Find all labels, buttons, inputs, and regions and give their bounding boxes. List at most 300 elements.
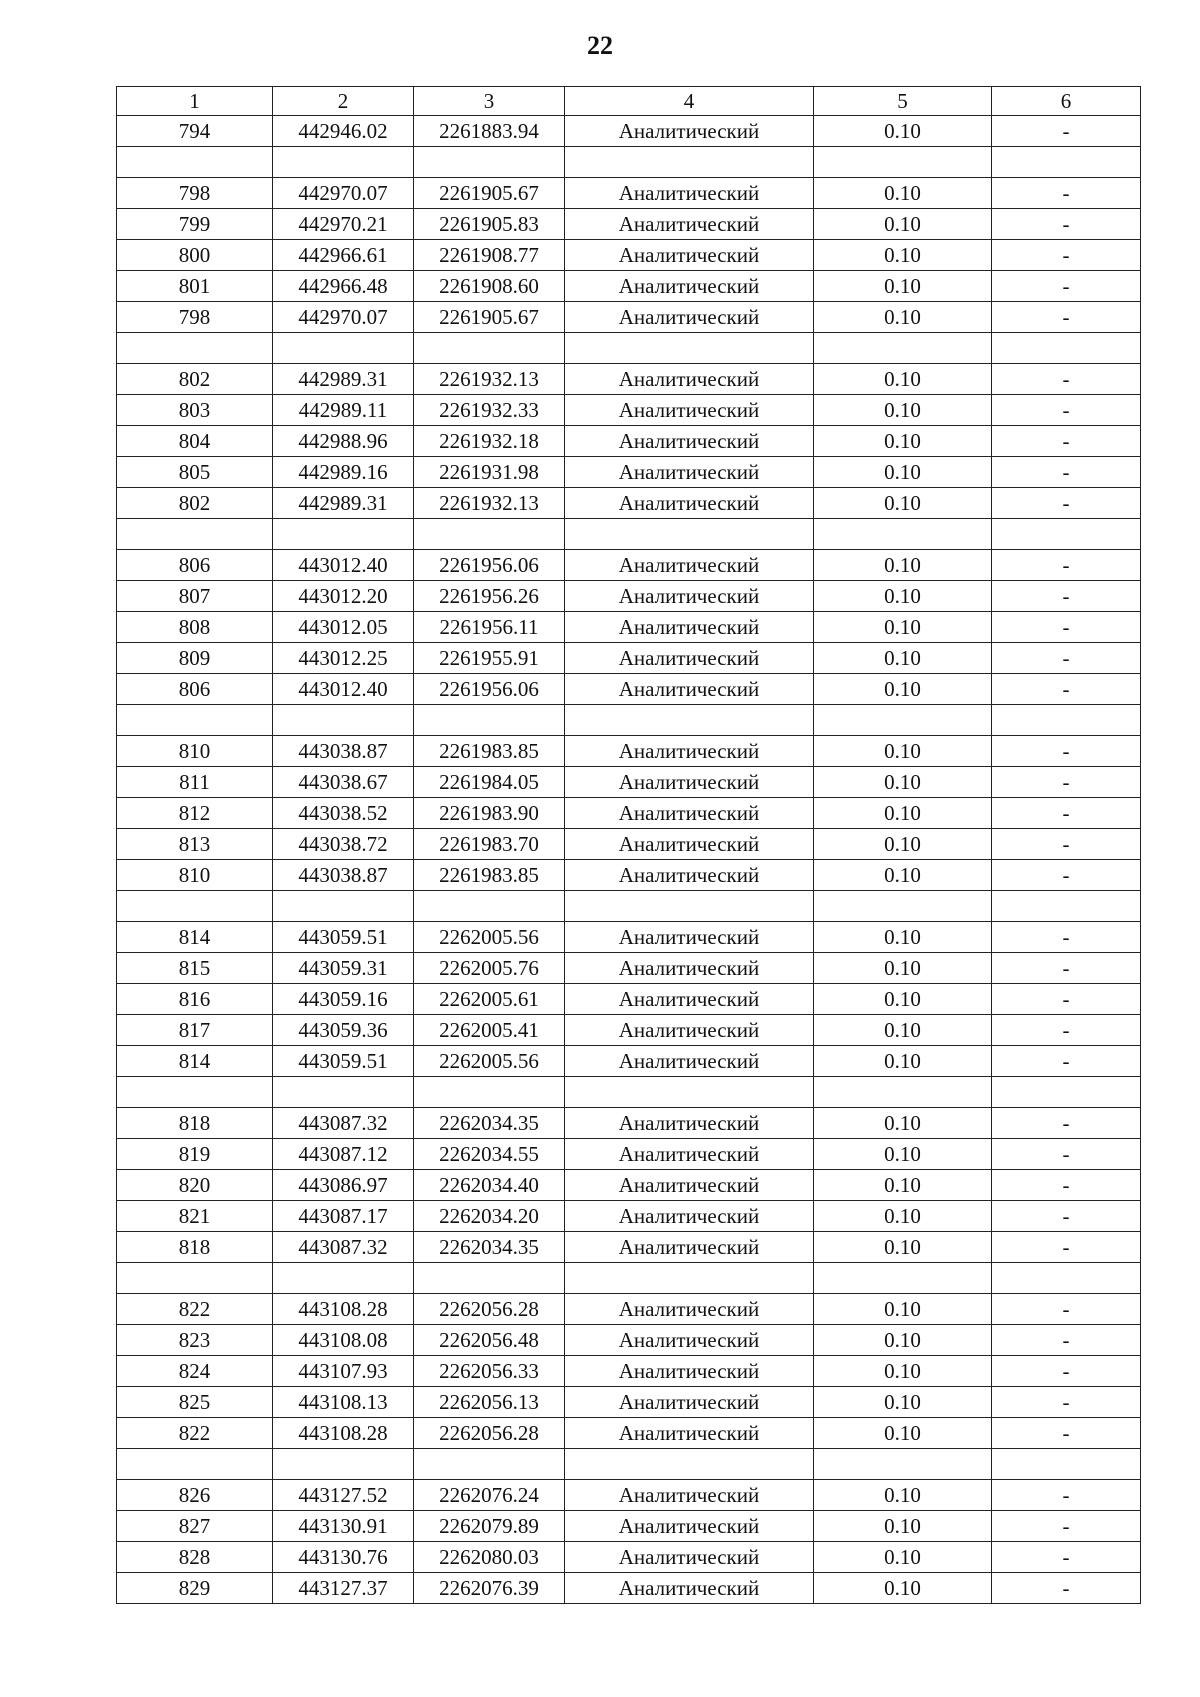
method-cell: Аналитический <box>565 1387 814 1418</box>
method-cell: Аналитический <box>565 1015 814 1046</box>
description-cell <box>992 147 1141 178</box>
x-coordinate-cell: 443059.36 <box>273 1015 414 1046</box>
method-cell: Аналитический <box>565 1511 814 1542</box>
accuracy-cell: 0.10 <box>814 271 992 302</box>
point-number-cell: 817 <box>117 1015 273 1046</box>
accuracy-cell: 0.10 <box>814 798 992 829</box>
description-cell: - <box>992 1108 1141 1139</box>
description-cell: - <box>992 736 1141 767</box>
x-coordinate-cell: 443038.87 <box>273 736 414 767</box>
y-coordinate-cell: 2261984.05 <box>414 767 565 798</box>
table-row <box>117 1139 1141 1170</box>
accuracy-cell: 0.10 <box>814 1511 992 1542</box>
method-cell: Аналитический <box>565 674 814 705</box>
method-cell <box>565 1449 814 1480</box>
point-number-cell <box>117 1449 273 1480</box>
description-cell: - <box>992 984 1141 1015</box>
x-coordinate-cell: 442946.02 <box>273 116 414 147</box>
description-cell: - <box>992 922 1141 953</box>
accuracy-cell: 0.10 <box>814 178 992 209</box>
point-number-cell: 819 <box>117 1139 273 1170</box>
accuracy-cell: 0.10 <box>814 984 992 1015</box>
table-row <box>117 1015 1141 1046</box>
description-cell <box>992 1077 1141 1108</box>
table-row <box>117 1356 1141 1387</box>
method-cell: Аналитический <box>565 550 814 581</box>
point-number-cell: 799 <box>117 209 273 240</box>
method-cell <box>565 333 814 364</box>
accuracy-cell: 0.10 <box>814 1542 992 1573</box>
point-number-cell: 812 <box>117 798 273 829</box>
accuracy-cell: 0.10 <box>814 116 992 147</box>
y-coordinate-cell: 2261955.91 <box>414 643 565 674</box>
table-row <box>117 953 1141 984</box>
y-coordinate-cell: 2261983.90 <box>414 798 565 829</box>
description-cell: - <box>992 1542 1141 1573</box>
point-number-cell: 815 <box>117 953 273 984</box>
point-number-cell: 808 <box>117 612 273 643</box>
y-coordinate-cell <box>414 519 565 550</box>
accuracy-cell: 0.10 <box>814 240 992 271</box>
x-coordinate-cell: 443108.28 <box>273 1418 414 1449</box>
x-coordinate-cell: 443059.16 <box>273 984 414 1015</box>
accuracy-cell: 0.10 <box>814 829 992 860</box>
point-number-cell: 825 <box>117 1387 273 1418</box>
accuracy-cell: 0.10 <box>814 1108 992 1139</box>
y-coordinate-cell: 2262034.20 <box>414 1201 565 1232</box>
x-coordinate-cell: 443127.52 <box>273 1480 414 1511</box>
x-coordinate-cell: 443012.40 <box>273 550 414 581</box>
y-coordinate-cell <box>414 1263 565 1294</box>
x-coordinate-cell: 442970.07 <box>273 178 414 209</box>
point-number-cell: 811 <box>117 767 273 798</box>
accuracy-cell: 0.10 <box>814 209 992 240</box>
accuracy-cell: 0.10 <box>814 426 992 457</box>
method-cell: Аналитический <box>565 1232 814 1263</box>
method-cell <box>565 1077 814 1108</box>
table-row <box>117 1046 1141 1077</box>
point-number-cell: 827 <box>117 1511 273 1542</box>
description-cell: - <box>992 1387 1141 1418</box>
description-cell: - <box>992 829 1141 860</box>
column-header-6: 6 <box>992 87 1141 116</box>
accuracy-cell: 0.10 <box>814 1170 992 1201</box>
accuracy-cell: 0.10 <box>814 1294 992 1325</box>
x-coordinate-cell: 443038.72 <box>273 829 414 860</box>
description-cell: - <box>992 240 1141 271</box>
accuracy-cell <box>814 333 992 364</box>
accuracy-cell: 0.10 <box>814 953 992 984</box>
accuracy-cell: 0.10 <box>814 767 992 798</box>
point-number-cell: 818 <box>117 1108 273 1139</box>
method-cell: Аналитический <box>565 736 814 767</box>
point-number-cell: 814 <box>117 922 273 953</box>
accuracy-cell <box>814 1263 992 1294</box>
accuracy-cell: 0.10 <box>814 1015 992 1046</box>
table-row <box>117 612 1141 643</box>
method-cell: Аналитический <box>565 581 814 612</box>
x-coordinate-cell: 442970.07 <box>273 302 414 333</box>
y-coordinate-cell: 2261905.67 <box>414 178 565 209</box>
description-cell: - <box>992 798 1141 829</box>
description-cell: - <box>992 1294 1141 1325</box>
table-separator-row <box>117 147 1141 178</box>
x-coordinate-cell <box>273 1449 414 1480</box>
accuracy-cell <box>814 519 992 550</box>
accuracy-cell: 0.10 <box>814 643 992 674</box>
method-cell <box>565 519 814 550</box>
table-row <box>117 1418 1141 1449</box>
point-number-cell: 810 <box>117 736 273 767</box>
table-row <box>117 643 1141 674</box>
point-number-cell: 822 <box>117 1294 273 1325</box>
point-number-cell <box>117 1263 273 1294</box>
accuracy-cell: 0.10 <box>814 364 992 395</box>
description-cell: - <box>992 767 1141 798</box>
column-header-2: 2 <box>273 87 414 116</box>
description-cell: - <box>992 860 1141 891</box>
x-coordinate-cell <box>273 705 414 736</box>
x-coordinate-cell: 443059.51 <box>273 1046 414 1077</box>
table-row <box>117 1387 1141 1418</box>
table-row <box>117 426 1141 457</box>
y-coordinate-cell: 2262034.40 <box>414 1170 565 1201</box>
table-row <box>117 302 1141 333</box>
accuracy-cell: 0.10 <box>814 1387 992 1418</box>
x-coordinate-cell <box>273 1263 414 1294</box>
point-number-cell: 798 <box>117 302 273 333</box>
method-cell: Аналитический <box>565 488 814 519</box>
table-row <box>117 1201 1141 1232</box>
point-number-cell: 801 <box>117 271 273 302</box>
accuracy-cell: 0.10 <box>814 488 992 519</box>
point-number-cell: 798 <box>117 178 273 209</box>
table-row <box>117 1480 1141 1511</box>
method-cell: Аналитический <box>565 1108 814 1139</box>
table-separator-row <box>117 1077 1141 1108</box>
method-cell: Аналитический <box>565 395 814 426</box>
y-coordinate-cell: 2261956.26 <box>414 581 565 612</box>
method-cell: Аналитический <box>565 953 814 984</box>
description-cell: - <box>992 488 1141 519</box>
description-cell: - <box>992 1480 1141 1511</box>
point-number-cell: 828 <box>117 1542 273 1573</box>
method-cell: Аналитический <box>565 116 814 147</box>
accuracy-cell: 0.10 <box>814 1356 992 1387</box>
point-number-cell <box>117 1077 273 1108</box>
x-coordinate-cell: 443059.31 <box>273 953 414 984</box>
y-coordinate-cell: 2262080.03 <box>414 1542 565 1573</box>
table-row <box>117 395 1141 426</box>
description-cell: - <box>992 674 1141 705</box>
description-cell: - <box>992 612 1141 643</box>
x-coordinate-cell: 442989.31 <box>273 488 414 519</box>
method-cell: Аналитический <box>565 1480 814 1511</box>
accuracy-cell <box>814 891 992 922</box>
y-coordinate-cell: 2261956.06 <box>414 674 565 705</box>
table-row <box>117 736 1141 767</box>
accuracy-cell: 0.10 <box>814 1480 992 1511</box>
method-cell <box>565 891 814 922</box>
point-number-cell <box>117 705 273 736</box>
accuracy-cell: 0.10 <box>814 612 992 643</box>
description-cell: - <box>992 550 1141 581</box>
accuracy-cell: 0.10 <box>814 1418 992 1449</box>
y-coordinate-cell: 2262005.56 <box>414 1046 565 1077</box>
y-coordinate-cell <box>414 1449 565 1480</box>
description-cell: - <box>992 1573 1141 1604</box>
description-cell: - <box>992 1325 1141 1356</box>
point-number-cell: 822 <box>117 1418 273 1449</box>
accuracy-cell: 0.10 <box>814 550 992 581</box>
point-number-cell: 802 <box>117 488 273 519</box>
description-cell: - <box>992 1418 1141 1449</box>
y-coordinate-cell: 2261983.70 <box>414 829 565 860</box>
y-coordinate-cell: 2261956.11 <box>414 612 565 643</box>
accuracy-cell: 0.10 <box>814 736 992 767</box>
description-cell: - <box>992 271 1141 302</box>
x-coordinate-cell: 442966.61 <box>273 240 414 271</box>
x-coordinate-cell: 443012.20 <box>273 581 414 612</box>
x-coordinate-cell: 442970.21 <box>273 209 414 240</box>
point-number-cell: 829 <box>117 1573 273 1604</box>
accuracy-cell: 0.10 <box>814 922 992 953</box>
y-coordinate-cell: 2261908.77 <box>414 240 565 271</box>
description-cell: - <box>992 302 1141 333</box>
method-cell: Аналитический <box>565 984 814 1015</box>
description-cell: - <box>992 643 1141 674</box>
point-number-cell: 814 <box>117 1046 273 1077</box>
method-cell: Аналитический <box>565 829 814 860</box>
table-separator-row <box>117 1449 1141 1480</box>
table-row <box>117 984 1141 1015</box>
point-number-cell <box>117 891 273 922</box>
x-coordinate-cell: 443108.13 <box>273 1387 414 1418</box>
x-coordinate-cell: 442988.96 <box>273 426 414 457</box>
point-number-cell: 813 <box>117 829 273 860</box>
method-cell: Аналитический <box>565 612 814 643</box>
accuracy-cell <box>814 705 992 736</box>
y-coordinate-cell: 2261905.83 <box>414 209 565 240</box>
table-row <box>117 116 1141 147</box>
table-row <box>117 798 1141 829</box>
description-cell: - <box>992 1232 1141 1263</box>
point-number-cell: 804 <box>117 426 273 457</box>
description-cell: - <box>992 1201 1141 1232</box>
point-number-cell: 803 <box>117 395 273 426</box>
point-number-cell <box>117 147 273 178</box>
y-coordinate-cell: 2262076.39 <box>414 1573 565 1604</box>
column-header-3: 3 <box>414 87 565 116</box>
method-cell: Аналитический <box>565 1139 814 1170</box>
y-coordinate-cell: 2262005.61 <box>414 984 565 1015</box>
accuracy-cell <box>814 1449 992 1480</box>
description-cell: - <box>992 364 1141 395</box>
x-coordinate-cell: 443108.28 <box>273 1294 414 1325</box>
point-number-cell: 823 <box>117 1325 273 1356</box>
table-row <box>117 767 1141 798</box>
x-coordinate-cell: 443087.32 <box>273 1232 414 1263</box>
accuracy-cell <box>814 1077 992 1108</box>
method-cell: Аналитический <box>565 178 814 209</box>
point-number-cell <box>117 333 273 364</box>
method-cell <box>565 1263 814 1294</box>
table-row <box>117 829 1141 860</box>
table-row <box>117 1542 1141 1573</box>
accuracy-cell: 0.10 <box>814 395 992 426</box>
accuracy-cell: 0.10 <box>814 581 992 612</box>
x-coordinate-cell <box>273 147 414 178</box>
y-coordinate-cell <box>414 333 565 364</box>
table-separator-row <box>117 333 1141 364</box>
method-cell: Аналитический <box>565 1356 814 1387</box>
y-coordinate-cell: 2261931.98 <box>414 457 565 488</box>
point-number-cell: 807 <box>117 581 273 612</box>
point-number-cell <box>117 519 273 550</box>
point-number-cell: 802 <box>117 364 273 395</box>
y-coordinate-cell: 2261983.85 <box>414 736 565 767</box>
y-coordinate-cell <box>414 891 565 922</box>
point-number-cell: 810 <box>117 860 273 891</box>
description-cell <box>992 519 1141 550</box>
method-cell: Аналитический <box>565 271 814 302</box>
method-cell: Аналитический <box>565 860 814 891</box>
method-cell: Аналитический <box>565 1294 814 1325</box>
point-number-cell: 826 <box>117 1480 273 1511</box>
table-row <box>117 1511 1141 1542</box>
x-coordinate-cell: 443012.40 <box>273 674 414 705</box>
method-cell: Аналитический <box>565 922 814 953</box>
table-row <box>117 178 1141 209</box>
y-coordinate-cell: 2262079.89 <box>414 1511 565 1542</box>
description-cell: - <box>992 581 1141 612</box>
point-number-cell: 820 <box>117 1170 273 1201</box>
table-row <box>117 1170 1141 1201</box>
table-row <box>117 457 1141 488</box>
x-coordinate-cell <box>273 333 414 364</box>
y-coordinate-cell: 2261932.18 <box>414 426 565 457</box>
accuracy-cell: 0.10 <box>814 1325 992 1356</box>
accuracy-cell: 0.10 <box>814 1201 992 1232</box>
table-row <box>117 922 1141 953</box>
method-cell: Аналитический <box>565 209 814 240</box>
table-row <box>117 1294 1141 1325</box>
point-number-cell: 800 <box>117 240 273 271</box>
description-cell: - <box>992 116 1141 147</box>
description-cell: - <box>992 209 1141 240</box>
y-coordinate-cell: 2261905.67 <box>414 302 565 333</box>
table-body <box>117 116 1141 1604</box>
x-coordinate-cell: 443087.12 <box>273 1139 414 1170</box>
description-cell: - <box>992 1511 1141 1542</box>
column-header-5: 5 <box>814 87 992 116</box>
page-number: 22 <box>587 31 613 60</box>
table-separator-row <box>117 891 1141 922</box>
y-coordinate-cell: 2262034.35 <box>414 1108 565 1139</box>
y-coordinate-cell: 2262056.13 <box>414 1387 565 1418</box>
table-row <box>117 271 1141 302</box>
description-cell <box>992 891 1141 922</box>
description-cell <box>992 333 1141 364</box>
method-cell: Аналитический <box>565 1542 814 1573</box>
x-coordinate-cell: 442989.31 <box>273 364 414 395</box>
y-coordinate-cell: 2261932.13 <box>414 364 565 395</box>
method-cell: Аналитический <box>565 798 814 829</box>
table-row <box>117 674 1141 705</box>
x-coordinate-cell: 442989.11 <box>273 395 414 426</box>
x-coordinate-cell: 443087.32 <box>273 1108 414 1139</box>
table-row <box>117 550 1141 581</box>
description-cell: - <box>992 1356 1141 1387</box>
point-number-cell: 806 <box>117 550 273 581</box>
y-coordinate-cell: 2261932.33 <box>414 395 565 426</box>
description-cell: - <box>992 1046 1141 1077</box>
accuracy-cell: 0.10 <box>814 1139 992 1170</box>
y-coordinate-cell: 2262056.33 <box>414 1356 565 1387</box>
y-coordinate-cell: 2262056.48 <box>414 1325 565 1356</box>
method-cell: Аналитический <box>565 1573 814 1604</box>
x-coordinate-cell: 443108.08 <box>273 1325 414 1356</box>
x-coordinate-cell: 443087.17 <box>273 1201 414 1232</box>
column-header-1: 1 <box>117 87 273 116</box>
description-cell <box>992 705 1141 736</box>
table-row <box>117 581 1141 612</box>
table-row <box>117 860 1141 891</box>
y-coordinate-cell <box>414 705 565 736</box>
description-cell <box>992 1263 1141 1294</box>
y-coordinate-cell <box>414 1077 565 1108</box>
y-coordinate-cell: 2261908.60 <box>414 271 565 302</box>
method-cell: Аналитический <box>565 457 814 488</box>
y-coordinate-cell: 2262034.35 <box>414 1232 565 1263</box>
method-cell: Аналитический <box>565 1325 814 1356</box>
table-row <box>117 240 1141 271</box>
table-separator-row <box>117 705 1141 736</box>
accuracy-cell: 0.10 <box>814 1573 992 1604</box>
accuracy-cell: 0.10 <box>814 302 992 333</box>
x-coordinate-cell: 443130.91 <box>273 1511 414 1542</box>
point-number-cell: 805 <box>117 457 273 488</box>
accuracy-cell: 0.10 <box>814 674 992 705</box>
point-number-cell: 824 <box>117 1356 273 1387</box>
table-row <box>117 1325 1141 1356</box>
x-coordinate-cell: 443107.93 <box>273 1356 414 1387</box>
method-cell: Аналитический <box>565 767 814 798</box>
description-cell: - <box>992 395 1141 426</box>
description-cell: - <box>992 457 1141 488</box>
x-coordinate-cell: 443012.05 <box>273 612 414 643</box>
method-cell: Аналитический <box>565 426 814 457</box>
table-row <box>117 209 1141 240</box>
x-coordinate-cell: 443038.52 <box>273 798 414 829</box>
method-cell: Аналитический <box>565 364 814 395</box>
table-header-row <box>117 87 1141 116</box>
x-coordinate-cell: 443012.25 <box>273 643 414 674</box>
table-row <box>117 364 1141 395</box>
method-cell: Аналитический <box>565 240 814 271</box>
y-coordinate-cell: 2262034.55 <box>414 1139 565 1170</box>
description-cell: - <box>992 178 1141 209</box>
coordinates-table <box>116 86 1141 1604</box>
y-coordinate-cell: 2262056.28 <box>414 1294 565 1325</box>
method-cell: Аналитический <box>565 1201 814 1232</box>
method-cell: Аналитический <box>565 1046 814 1077</box>
accuracy-cell: 0.10 <box>814 860 992 891</box>
x-coordinate-cell <box>273 891 414 922</box>
method-cell <box>565 705 814 736</box>
y-coordinate-cell: 2262076.24 <box>414 1480 565 1511</box>
method-cell: Аналитический <box>565 643 814 674</box>
